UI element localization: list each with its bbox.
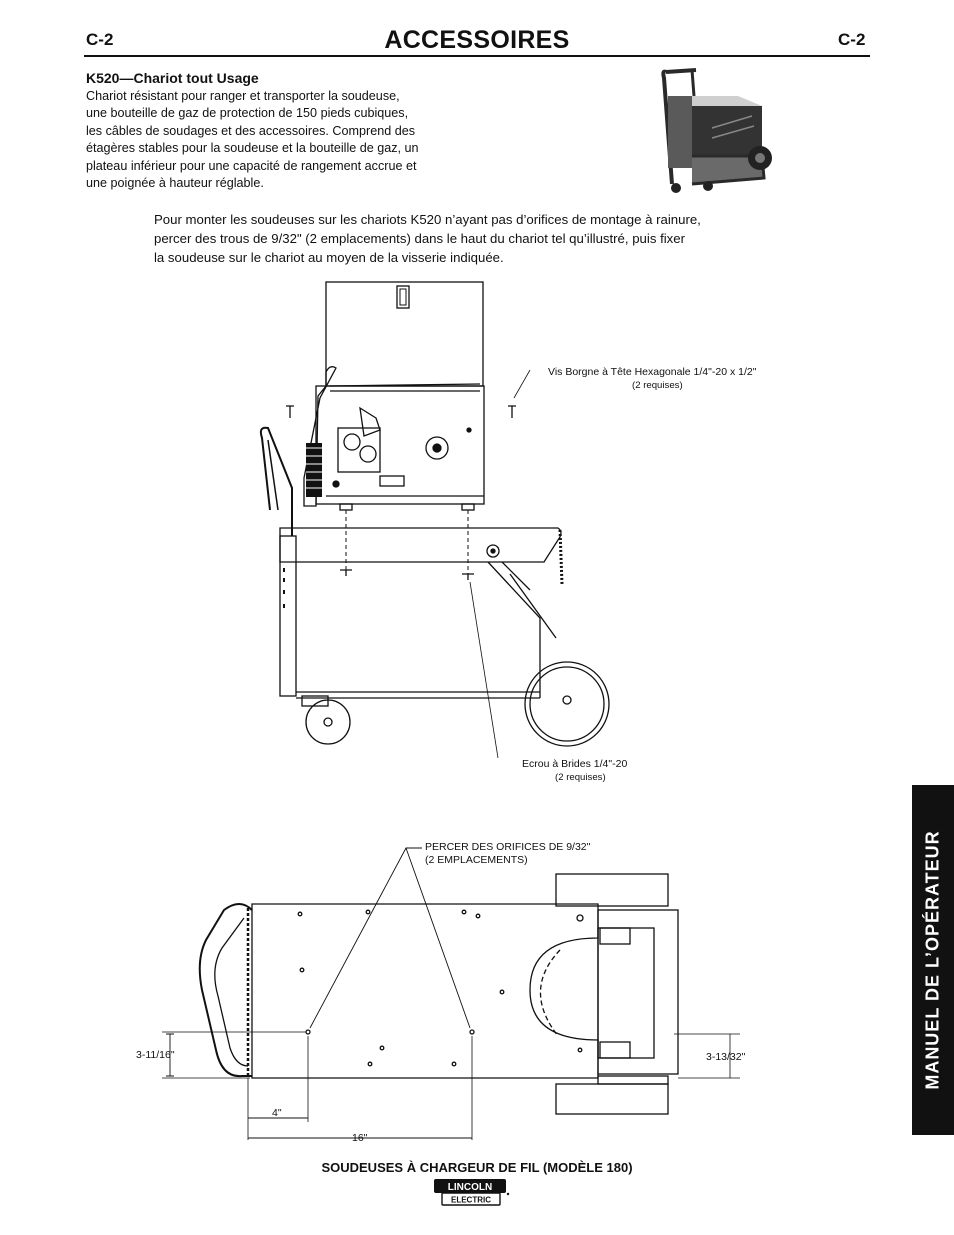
k520-heading [86, 70, 259, 86]
top-view-diagram [130, 840, 770, 1150]
k520-line: Chariot résistant pour ranger et transporter la soudeuse, [86, 89, 400, 103]
drill-qty: (2 EMPLACEMENTS) [425, 854, 528, 866]
header-rule [84, 55, 870, 57]
k520-line: plateau inférieur pour une capacité de rangement accrue et [86, 158, 417, 173]
page-title: ACCESSOIRES [384, 26, 570, 54]
nut-label: Ecrou à Brides 1/4"-20 [522, 758, 628, 770]
nut-callout [522, 758, 692, 784]
mount-line: Pour monter les soudeuses sur les chariots K520 n’ayant pas d’orifices de montage à rainure, [154, 212, 701, 227]
screw-callout [548, 366, 778, 392]
k520-line: les câbles de soudages et des accessoires. Comprend des [86, 123, 416, 138]
drill-callout [425, 841, 665, 867]
lincoln-electric-logo [432, 1178, 512, 1208]
operator-manual-tab [912, 785, 954, 1135]
nut-qty: (2 requises) [555, 772, 606, 783]
footer-title: SOUDEUSES À CHARGEUR DE FIL (MODÈLE 180) [321, 1160, 633, 1175]
k520-description [86, 88, 462, 192]
mount-line: la soudeuse sur le chariot au moyen de la visserie indiquée. [154, 250, 504, 265]
side-view-diagram [240, 278, 680, 758]
page-code-left: C-2 [86, 30, 114, 49]
dim-left-height: 3-11/16" [136, 1049, 175, 1061]
logo-bottom-text: ELECTRIC [451, 1195, 491, 1205]
page-code-right: C-2 [838, 30, 866, 49]
drill-hole-1 [306, 1030, 310, 1034]
dim-right-height: 3-13/32" [706, 1051, 746, 1063]
cart-photo [652, 66, 778, 206]
drill-label: PERCER DES ORIFICES DE 9/32" [425, 841, 591, 853]
cart-top-shelf [280, 528, 561, 562]
screw-label: Vis Borgne à Tête Hexagonale 1/4"-20 x 1/2" [548, 366, 757, 378]
k520-line: une bouteille de gaz de protection de 150 pieds cubiques, [86, 106, 409, 121]
mounting-instructions [154, 210, 794, 267]
logo-top-text: LINCOLN [447, 1182, 493, 1193]
side-tab-label: MANUEL DE L’OPÉRATEUR [922, 830, 943, 1090]
dim-4: 4" [272, 1107, 282, 1119]
k520-line: une poignée à hauteur réglable. [86, 176, 264, 191]
cart-top-outline [252, 904, 598, 1078]
mount-line: percer des trous de 9/32" (2 emplacements) dans le haut du chariot tel qu’illustré, puis fixer [154, 231, 685, 246]
rear-wheel-top [556, 874, 668, 906]
rear-wheel-bottom [556, 1084, 668, 1114]
k520-name: Chariot tout Usage [133, 70, 259, 86]
drill-hole-2 [470, 1030, 474, 1034]
screw-qty: (2 requises) [632, 380, 683, 391]
dim-16: 16" [352, 1132, 368, 1144]
k520-line: étagères stables pour la soudeuse et la bouteille de gaz, un [86, 141, 419, 156]
k520-separator: — [119, 70, 134, 86]
k520-code: K520 [86, 70, 120, 86]
welder-door [326, 282, 483, 386]
cart-frame-post [280, 536, 296, 696]
